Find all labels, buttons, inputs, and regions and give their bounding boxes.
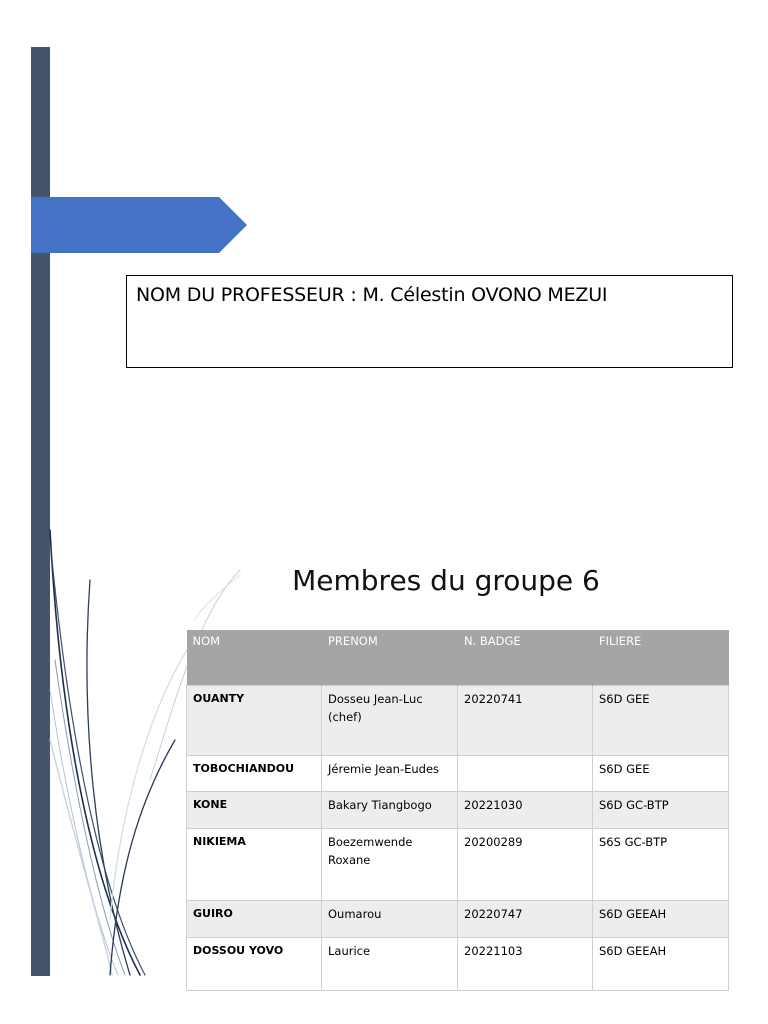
table-row <box>187 686 729 756</box>
cell-badge: 20221030 <box>458 792 593 829</box>
cell-filiere: S6D GC-BTP <box>593 792 729 829</box>
table-header-row <box>187 630 729 686</box>
cell-prenom: Dosseu Jean-Luc (chef) <box>322 686 458 756</box>
cell-nom: KONE <box>187 792 322 829</box>
cell-badge <box>458 756 593 792</box>
group-title: Membres du groupe 6 <box>292 564 600 597</box>
cell-prenom: Laurice <box>322 938 458 991</box>
cell-filiere: S6D GEEAH <box>593 901 729 938</box>
cell-nom: DOSSOU YOVO <box>187 938 322 991</box>
header-badge: N. BADGE <box>458 630 593 686</box>
table-row <box>187 756 729 792</box>
decorative-arrow-tab <box>31 197 247 253</box>
cell-filiere: S6S GC-BTP <box>593 829 729 901</box>
table-row <box>187 792 729 829</box>
cell-badge: 20220747 <box>458 901 593 938</box>
table-row <box>187 829 729 901</box>
cell-prenom: Bakary Tiangbogo <box>322 792 458 829</box>
cell-badge: 20200289 <box>458 829 593 901</box>
cell-nom: NIKIEMA <box>187 829 322 901</box>
cell-prenom: Oumarou <box>322 901 458 938</box>
header-prenom: PRENOM <box>322 630 458 686</box>
cell-nom: TOBOCHIANDOU <box>187 756 322 792</box>
cell-filiere: S6D GEE <box>593 756 729 792</box>
professor-name: NOM DU PROFESSEUR : M. Célestin OVONO MEZUI <box>136 284 608 306</box>
cell-badge: 20221103 <box>458 938 593 991</box>
cell-filiere: S6D GEEAH <box>593 938 729 991</box>
table-row <box>187 901 729 938</box>
cell-nom: OUANTY <box>187 686 322 756</box>
cell-nom: GUIRO <box>187 901 322 938</box>
cell-prenom: Boezemwende Roxane <box>322 829 458 901</box>
cell-badge: 20220741 <box>458 686 593 756</box>
table-row <box>187 938 729 991</box>
cell-prenom: Jéremie Jean-Eudes <box>322 756 458 792</box>
professor-box <box>126 275 733 368</box>
header-nom: NOM <box>187 630 322 686</box>
members-table <box>186 630 729 991</box>
header-filiere: FILIERE <box>593 630 729 686</box>
cell-filiere: S6D GEE <box>593 686 729 756</box>
